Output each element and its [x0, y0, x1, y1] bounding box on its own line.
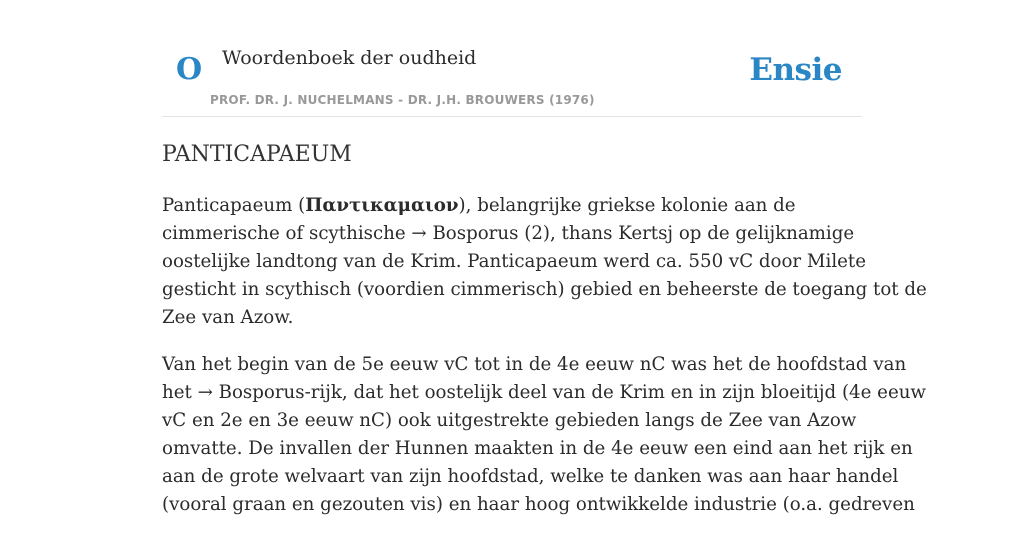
authors-label: PROF. DR. J. NUCHELMANS - DR. J.H. BROUWERS (1976): [210, 93, 595, 107]
text-segment: (2), thans Kertsj op de gelijknamige: [518, 223, 855, 244]
text-line: gesticht in scythisch (voordien cimmerisch) gebied en beheerste de toegang tot de: [162, 279, 927, 300]
ensie-logo-link[interactable]: Ensie: [749, 52, 842, 88]
text-line: oostelijke landtong van de Krim. Panticapaeum werd ca. 550 vC door Milete: [162, 251, 867, 272]
book-title-link[interactable]: Woordenboek der oudheid: [222, 47, 477, 69]
entry-title: PANTICAPAEUM: [162, 142, 352, 167]
text-segment: Panticapaeum (: [162, 195, 306, 216]
paragraph-1: [162, 192, 927, 332]
text-line: Zee van Azow.: [162, 307, 294, 328]
greek-term: Παντικαμαιον: [305, 195, 459, 216]
text-segment: cimmerische of scythische: [162, 223, 412, 244]
text-line: [162, 192, 862, 220]
bosporus-rijk-link[interactable]: → Bosporus-rijk: [197, 382, 342, 403]
entry-content: [162, 192, 927, 538]
text-line: [162, 220, 862, 248]
text-line: aan de grote welvaart van zijn hoofdstad, welke te danken was aan haar handel: [162, 466, 899, 487]
bosporus-link[interactable]: → Bosporus: [411, 223, 519, 244]
text-segment: ), belangrijke griekse kolonie aan de: [458, 195, 796, 216]
letter-badge[interactable]: O: [176, 52, 203, 87]
text-line: vC en 2e en 3e eeuw nC) ook uitgestrekte gebieden langs de Zee van Azow: [162, 410, 857, 431]
text-segment: het: [162, 382, 198, 403]
paragraph-2: [162, 351, 926, 519]
text-line: omvatte. De invallen der Hunnen maakten in de 4e eeuw een eind aan het rijk en: [162, 438, 913, 459]
text-line: [162, 379, 926, 407]
header: [162, 0, 862, 117]
text-line: (vooral graan en gezouten vis) en haar hoog ontwikkelde industrie (o.a. gedreven: [162, 494, 915, 515]
text-line: Van het begin van de 5e eeuw vC tot in de 4e eeuw nC was het de hoofdstad van: [162, 354, 907, 375]
text-segment: , dat het oostelijk deel van de Krim en in zijn bloeitijd (4e eeuw: [341, 382, 926, 403]
